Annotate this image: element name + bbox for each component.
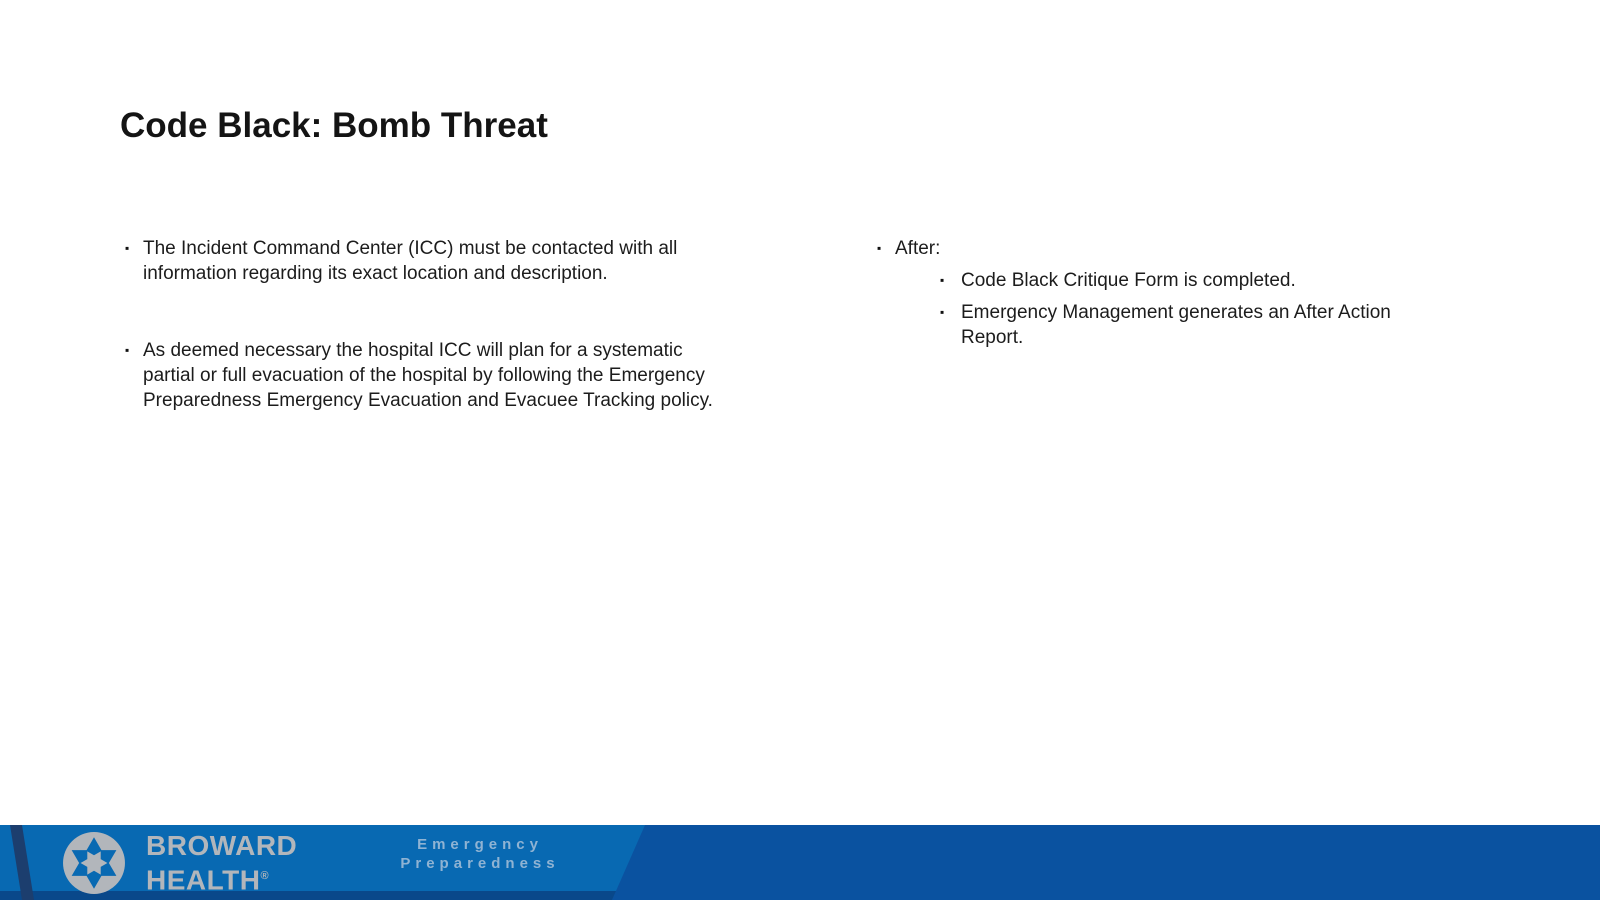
program-name [340, 835, 620, 873]
slide-title: Code Black: Bomb Threat [120, 106, 548, 145]
bullet-item-heading [877, 236, 1452, 261]
bullet-text: The Incident Command Center (ICC) must be contacted with all information regarding its exact location and description. [143, 238, 678, 284]
bullet-item [125, 338, 737, 413]
bullet-text: After: [895, 238, 941, 259]
program-line1: Emergency [417, 836, 543, 853]
sub-bullet-list [940, 268, 1452, 350]
bullet-square-icon: ▪ [940, 305, 945, 319]
registered-mark: ® [260, 870, 269, 882]
bullet-square-icon: ▪ [877, 241, 882, 255]
left-bullet-column [125, 236, 737, 465]
footer-banner [0, 825, 1600, 900]
brand-name [146, 830, 297, 895]
sub-bullet-item [940, 268, 1452, 293]
bullet-square-icon: ▪ [940, 273, 945, 287]
program-line2: Preparedness [400, 855, 560, 872]
bullet-square-icon: ▪ [125, 241, 130, 255]
brand-line2: HEALTH® [146, 864, 269, 896]
right-bullet-column [877, 236, 1452, 357]
bullet-text: Code Black Critique Form is completed. [961, 270, 1296, 291]
bullet-item [125, 236, 737, 286]
broward-health-star-icon [62, 831, 126, 895]
brand-line1: BROWARD [146, 830, 298, 861]
sub-bullet-item [940, 300, 1452, 350]
bullet-square-icon: ▪ [125, 343, 130, 357]
bullet-text: As deemed necessary the hospital ICC will plan for a systematic partial or full evacuation of the hospital by following the Emergency Preparedness Emergency Evacuation and Evacuee Tracking policy. [143, 340, 713, 411]
bullet-text: Emergency Management generates an After Action Report. [961, 302, 1391, 348]
